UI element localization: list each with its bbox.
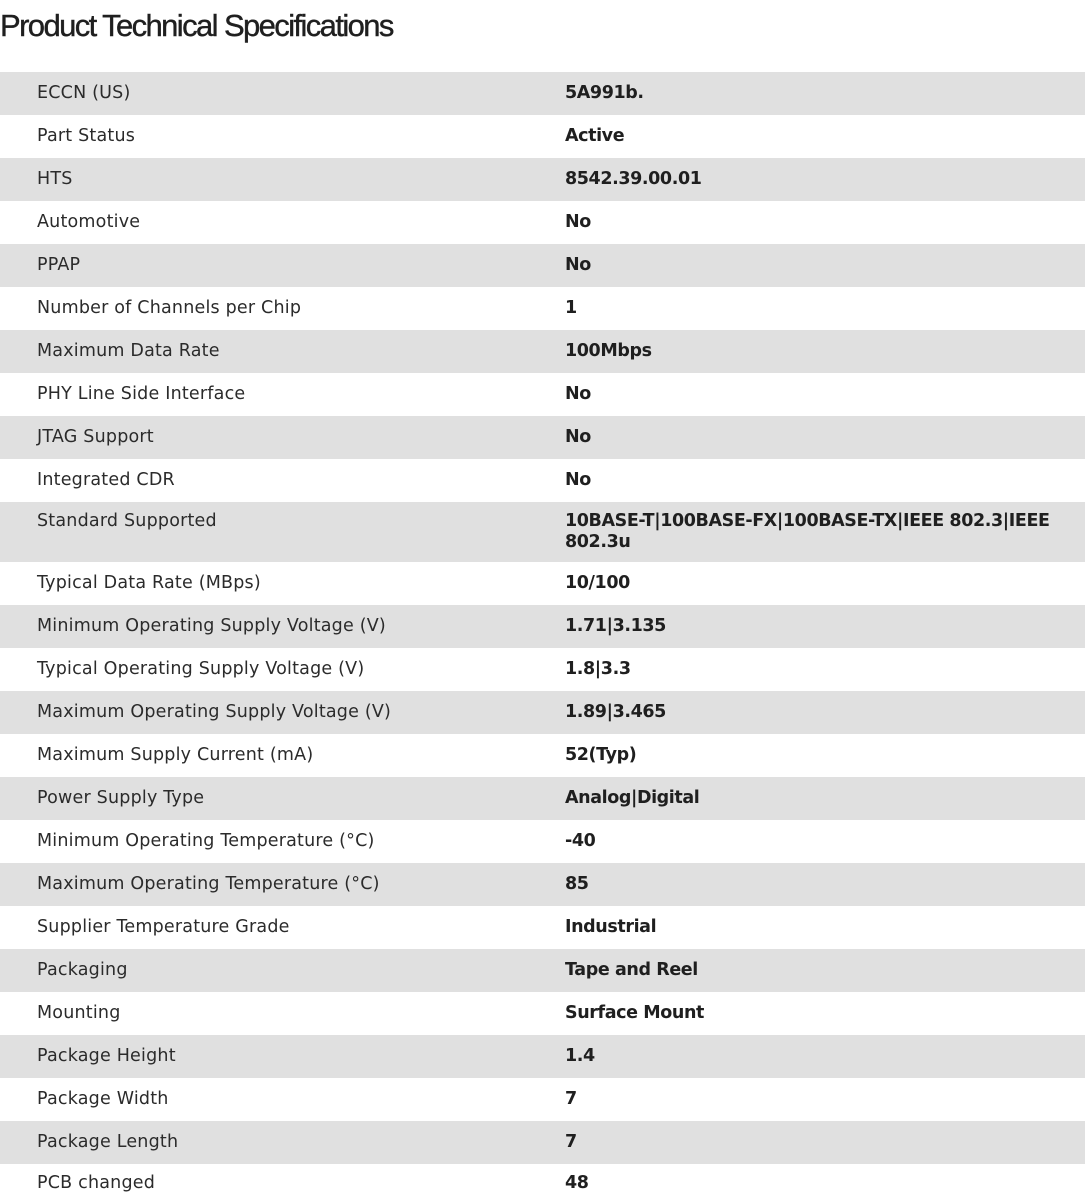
spec-row	[0, 1078, 1085, 1121]
spec-value: 10BASE-T|100BASE-FX|100BASE-TX|IEEE 802.3|IEEE 802.3u	[565, 511, 1050, 552]
spec-row	[0, 734, 1085, 777]
spec-row	[0, 158, 1085, 201]
spec-label: Packaging	[37, 960, 128, 980]
spec-label: Power Supply Type	[37, 788, 205, 808]
spec-label: Maximum Data Rate	[37, 341, 220, 361]
spec-row	[0, 244, 1085, 287]
spec-row	[0, 72, 1085, 115]
spec-value: No	[565, 212, 591, 232]
spec-value: 1.8|3.3	[565, 659, 631, 679]
spec-row	[0, 416, 1085, 459]
spec-label: Typical Operating Supply Voltage (V)	[37, 659, 365, 679]
spec-label: PHY Line Side Interface	[37, 384, 246, 404]
spec-row	[0, 115, 1085, 158]
spec-row	[0, 1121, 1085, 1164]
spec-label: Package Width	[37, 1089, 169, 1109]
spec-label: Package Length	[37, 1132, 179, 1152]
spec-value: 1.4	[565, 1046, 595, 1066]
spec-value: No	[565, 427, 591, 447]
spec-label: Standard Supported	[37, 511, 217, 531]
spec-row	[0, 949, 1085, 992]
spec-value: No	[565, 384, 591, 404]
spec-row	[0, 777, 1085, 820]
spec-label: Supplier Temperature Grade	[37, 917, 290, 937]
spec-row	[0, 906, 1085, 949]
spec-row	[0, 1164, 1085, 1202]
spec-label: Part Status	[37, 126, 136, 146]
spec-row	[0, 648, 1085, 691]
spec-label: JTAG Support	[37, 427, 154, 447]
spec-row	[0, 502, 1085, 562]
spec-value: Surface Mount	[565, 1003, 704, 1023]
spec-value: 1	[565, 298, 577, 318]
spec-label: ECCN (US)	[37, 83, 131, 103]
spec-row	[0, 820, 1085, 863]
spec-row	[0, 287, 1085, 330]
spec-value: No	[565, 255, 591, 275]
spec-value: 85	[565, 874, 589, 894]
spec-row	[0, 373, 1085, 416]
spec-value: 48	[565, 1172, 589, 1193]
spec-label: Minimum Operating Temperature (°C)	[37, 831, 375, 851]
spec-value: Industrial	[565, 917, 657, 937]
spec-value: 52(Typ)	[565, 745, 637, 765]
spec-value: 10/100	[565, 573, 630, 593]
spec-value: -40	[565, 831, 596, 851]
spec-value: 8542.39.00.01	[565, 169, 702, 189]
spec-value: 7	[565, 1132, 577, 1152]
spec-label: PCB changed	[37, 1172, 156, 1193]
spec-label: HTS	[37, 169, 73, 189]
spec-row	[0, 863, 1085, 906]
spec-label: Minimum Operating Supply Voltage (V)	[37, 616, 386, 636]
spec-row	[0, 562, 1085, 605]
spec-row	[0, 330, 1085, 373]
spec-label: Typical Data Rate (MBps)	[37, 573, 261, 593]
spec-label: PPAP	[37, 255, 81, 275]
spec-value: 1.89|3.465	[565, 702, 666, 722]
spec-label: Number of Channels per Chip	[37, 298, 302, 318]
spec-label: Integrated CDR	[37, 470, 175, 490]
spec-row	[0, 992, 1085, 1035]
spec-label: Maximum Operating Supply Voltage (V)	[37, 702, 392, 722]
spec-row	[0, 201, 1085, 244]
spec-label: Mounting	[37, 1003, 121, 1023]
spec-label: Automotive	[37, 212, 141, 232]
spec-value: 100Mbps	[565, 341, 652, 361]
spec-value: Tape and Reel	[565, 960, 698, 980]
spec-label: Maximum Supply Current (mA)	[37, 745, 314, 765]
spec-row	[0, 459, 1085, 502]
spec-value: Active	[565, 126, 625, 146]
spec-label: Package Height	[37, 1046, 176, 1066]
spec-table	[0, 72, 1085, 1202]
page-title: Product Technical Specifications	[0, 8, 393, 43]
spec-value: 7	[565, 1089, 577, 1109]
spec-row	[0, 605, 1085, 648]
spec-row	[0, 691, 1085, 734]
spec-value: 1.71|3.135	[565, 616, 666, 636]
spec-value: 5A991b.	[565, 83, 644, 103]
spec-label: Maximum Operating Temperature (°C)	[37, 874, 380, 894]
spec-table-body	[0, 72, 1085, 1202]
spec-value: No	[565, 470, 591, 490]
spec-row	[0, 1035, 1085, 1078]
spec-value: Analog|Digital	[565, 788, 700, 808]
